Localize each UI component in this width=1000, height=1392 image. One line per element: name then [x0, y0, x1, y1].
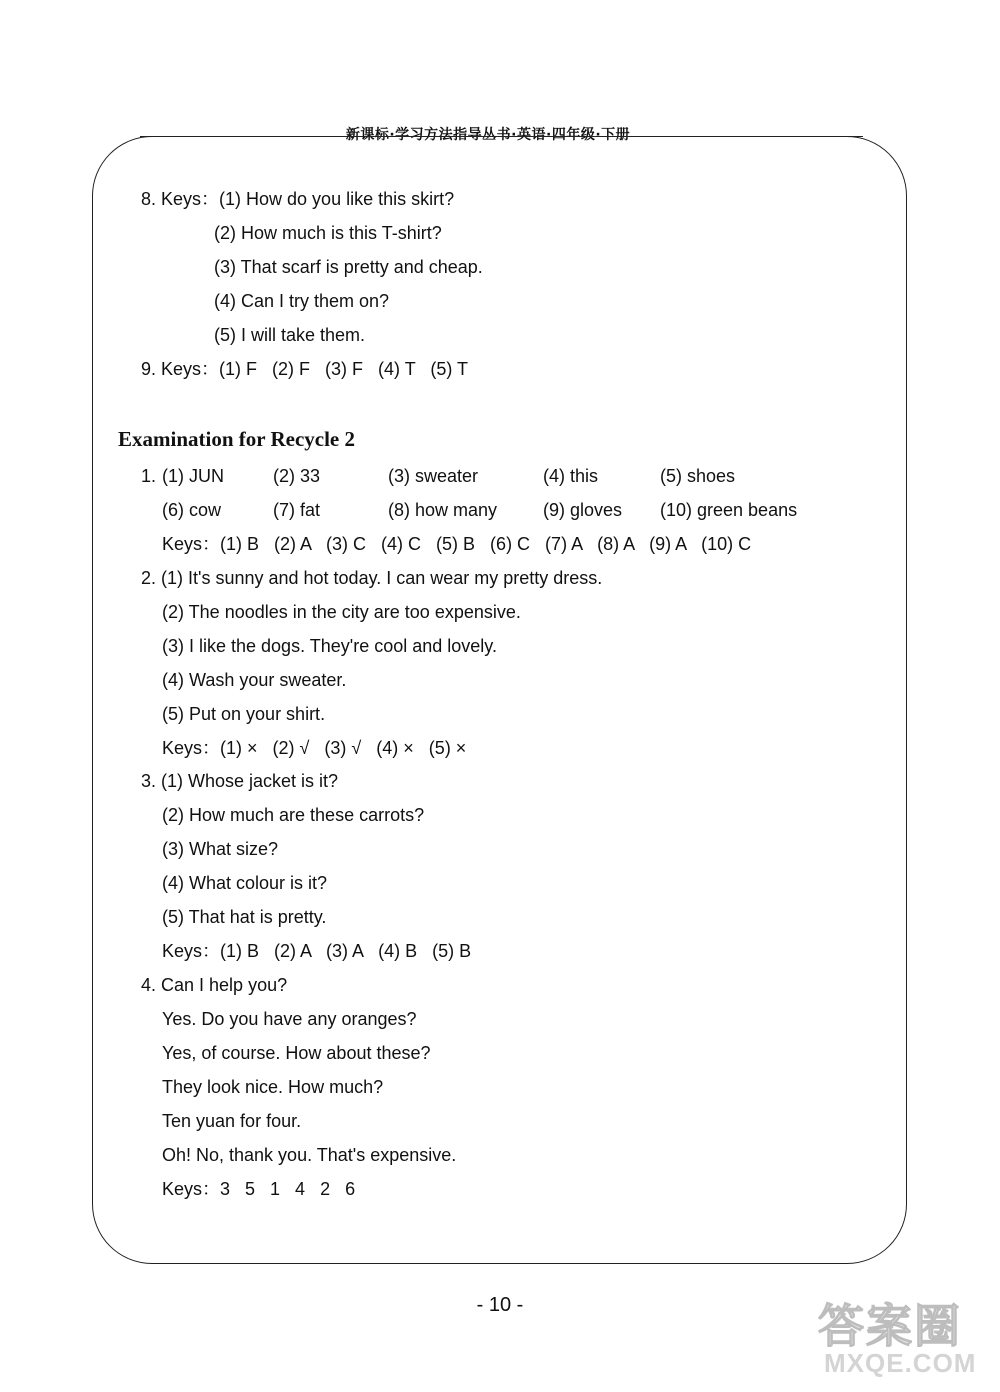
answer-line: 2. (1) It's sunny and hot today. I can wear my pretty dress. — [141, 568, 603, 588]
watermark-logo — [818, 1290, 996, 1386]
answer-line: 4. Can I help you? — [141, 975, 288, 995]
keys-line: Keys：(1) B (2) A (3) A (4) B (5) B — [162, 941, 472, 961]
question-number: 1. — [141, 466, 157, 486]
answer-line: (4) What colour is it? — [162, 873, 328, 893]
answer-line: Yes. Do you have any oranges? — [162, 1009, 417, 1029]
answer-line: 9. Keys：(1) F (2) F (3) F (4) T (5) T — [141, 359, 469, 379]
answer-line: (2) How much is this T-shirt? — [214, 223, 442, 243]
answer-line: Ten yuan for four. — [162, 1111, 302, 1131]
answer-item: (5) shoes — [660, 466, 736, 486]
section-heading: Examination for Recycle 2 — [118, 427, 355, 451]
keys-line: Keys：3 5 1 4 2 6 — [162, 1179, 356, 1199]
answer-line: (3) What size? — [162, 839, 279, 859]
answer-item: (8) how many — [388, 500, 498, 520]
answer-line: (2) The noodles in the city are too expensive. — [162, 602, 521, 622]
answer-item: (7) fat — [273, 500, 321, 520]
page-number: - 10 - — [476, 1294, 524, 1316]
answer-item: (2) 33 — [273, 466, 321, 486]
watermark-characters: 答案圈 — [818, 1300, 962, 1352]
answer-item: (10) green beans — [660, 500, 798, 520]
answer-line: Yes, of course. How about these? — [162, 1043, 431, 1063]
answer-item: (4) this — [543, 466, 599, 486]
answer-line: (5) Put on your shirt. — [162, 704, 326, 724]
answer-line: Oh! No, thank you. That's expensive. — [162, 1145, 457, 1165]
answer-item: (1) JUN — [162, 466, 224, 486]
header-title: 新课标·学习方法指导丛书·英语·四年级·下册 — [345, 127, 631, 143]
answer-item: (9) gloves — [543, 500, 623, 520]
answer-line: (4) Can I try them on? — [214, 291, 390, 311]
keys-line: Keys：(1) × (2) √ (3) √ (4) × (5) × — [162, 738, 467, 758]
keys-line: Keys：(1) B (2) A (3) C (4) C (5) B (6) C (7) A (8) A (9) A (10) C — [162, 534, 752, 554]
answer-line: (5) That hat is pretty. — [162, 907, 327, 927]
answer-item: (6) cow — [162, 500, 222, 520]
answer-line: (5) I will take them. — [214, 325, 366, 345]
answer-line: 8. Keys：(1) How do you like this skirt? — [141, 189, 455, 209]
watermark-domain: MXQE.COM — [824, 1348, 977, 1378]
answer-line: 3. (1) Whose jacket is it? — [141, 771, 339, 791]
answer-line: (2) How much are these carrots? — [162, 805, 425, 825]
answer-line: (3) I like the dogs. They're cool and lovely. — [162, 636, 497, 656]
answer-line: (3) That scarf is pretty and cheap. — [214, 257, 483, 277]
answer-line: (4) Wash your sweater. — [162, 670, 347, 690]
answer-item: (3) sweater — [388, 466, 479, 486]
answer-line: They look nice. How much? — [162, 1077, 384, 1097]
